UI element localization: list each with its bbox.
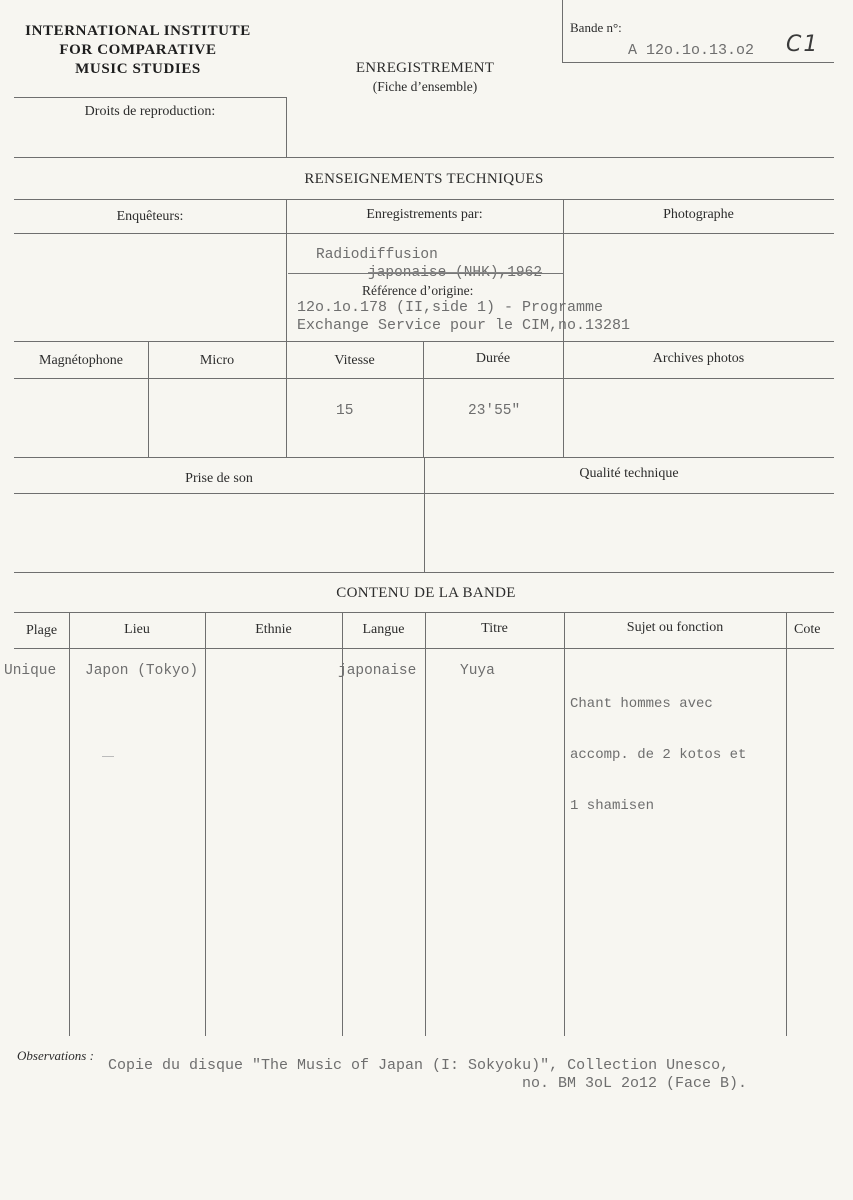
row-titre: Yuya <box>460 663 495 679</box>
faint-mark <box>102 756 114 757</box>
rule-contents-header <box>14 648 834 649</box>
column-plage: Plage <box>25 623 58 638</box>
recorded-by-line-1: Radiodiffusion <box>316 247 438 263</box>
column-cote: Cote <box>794 622 821 637</box>
rule-tech-top <box>14 199 834 200</box>
micro-label: Micro <box>199 353 235 368</box>
form-title: ENREGISTREMENT <box>355 60 495 76</box>
row-plage: Unique <box>4 663 57 679</box>
institute-name <box>8 22 268 79</box>
row-sujet-line-1: Chant hommes avec <box>570 696 713 712</box>
rights-box-right-border <box>286 97 287 157</box>
rights-bottom-rule <box>14 157 834 158</box>
magnetophone-label: Magnétophone <box>39 353 123 368</box>
vline-contents-1 <box>69 612 70 1036</box>
column-ethnie: Ethnie <box>255 622 292 637</box>
rights-box-top-border <box>14 97 286 98</box>
column-langue: Langue <box>362 622 405 637</box>
rule-prise-bottom <box>14 572 834 573</box>
vline-contents-4 <box>425 612 426 1036</box>
bande-label: Bande n°: <box>570 20 622 35</box>
vline-contents-5 <box>564 612 565 1036</box>
archives-photos-label: Archives photos <box>652 351 745 366</box>
rights-label: Droits de reproduction: <box>84 104 216 119</box>
observations-line-1: Copie du disque "The Music of Japan (I: Sokyoku)", Collection Unesco, <box>108 1057 730 1074</box>
technical-section-title: RENSEIGNEMENTS TECHNIQUES <box>304 171 544 187</box>
contents-section-title: CONTENU DE LA BANDE <box>336 585 516 601</box>
enregistrements-label: Enregistrements par: <box>366 207 483 222</box>
vitesse-value: 15 <box>336 403 354 419</box>
rule-contents-top <box>14 612 834 613</box>
qualite-technique-label: Qualité technique <box>579 466 679 481</box>
recorded-by-strike <box>288 273 564 274</box>
vline-contents-2 <box>205 612 206 1036</box>
bande-handwritten-code: C1 <box>786 32 820 57</box>
vitesse-label: Vitesse <box>334 353 375 368</box>
photographe-label: Photographe <box>663 207 734 222</box>
reference-line-1: 12o.1o.178 (II,side 1) - Programme <box>297 299 604 316</box>
rule-tech-header <box>14 233 834 234</box>
institute-line-2: FOR COMPARATIVE <box>59 42 217 58</box>
row-sujet <box>570 662 746 849</box>
rule-equipment-top <box>14 341 834 342</box>
institute-line-1: INTERNATIONAL INSTITUTE <box>25 23 251 39</box>
bande-box-bottom-border <box>562 62 834 63</box>
observations-line-2: no. BM 3oL 2o12 (Face B). <box>522 1075 748 1092</box>
reference-line-2: Exchange Service pour le CIM,no.13281 <box>297 317 631 334</box>
column-lieu: Lieu <box>124 622 150 637</box>
form-subtitle: (Fiche d’ensemble) <box>372 79 478 94</box>
column-sujet: Sujet ou fonction <box>626 620 724 635</box>
bande-box-left-border <box>562 0 563 62</box>
vline-contents-6 <box>786 612 787 1036</box>
recorded-by-line-2: japonaise (NHK),1962 <box>368 265 543 281</box>
observations-label: Observations : <box>17 1048 94 1063</box>
rule-equipment-header <box>14 378 834 379</box>
row-sujet-line-2: accomp. de 2 kotos et <box>570 747 747 763</box>
reference-label: Référence d’origine: <box>362 283 474 298</box>
row-lieu: Japon (Tokyo) <box>85 663 199 679</box>
duree-label: Durée <box>475 351 511 366</box>
prise-de-son-label: Prise de son <box>185 471 253 486</box>
institute-line-3: MUSIC STUDIES <box>75 61 201 77</box>
row-langue: japonaise <box>338 663 417 679</box>
row-sujet-line-3: 1 shamisen <box>570 798 655 814</box>
enqueteurs-label: Enquêteurs: <box>116 209 184 224</box>
column-titre: Titre <box>481 621 508 636</box>
duree-value: 23'55" <box>468 403 521 419</box>
bande-number: A 12o.1o.13.o2 <box>628 42 755 59</box>
